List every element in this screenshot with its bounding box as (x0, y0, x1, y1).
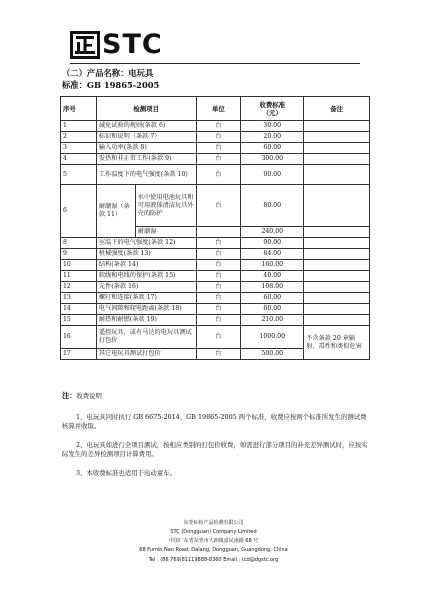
row-no: 17 (61, 349, 97, 360)
row-item: 机械强度(条款 13) (96, 249, 196, 260)
row-fee: 40.00 (241, 271, 304, 282)
logo-text: STC (102, 29, 163, 60)
stc-logo (70, 31, 163, 59)
row-unit: 台 (196, 143, 241, 154)
row-item: 耐潮湿 (135, 227, 196, 238)
row-remark (304, 315, 370, 326)
row-item: 室温下的电气强度(条款 12) (96, 238, 196, 249)
row-no: 1 (61, 121, 97, 132)
row-unit: 台 (196, 260, 241, 271)
row-remark (304, 185, 370, 227)
row-unit: 台 (196, 185, 241, 227)
footer-company-en: STC (Dongguan) Company Limited (170, 529, 257, 535)
header-unit: 单位 (196, 97, 241, 121)
table-row (61, 185, 370, 227)
row-unit: 台 (196, 304, 241, 315)
row-fee: 20.00 (241, 132, 304, 143)
header-item: 检测项目 (96, 97, 196, 121)
table-row (61, 143, 370, 154)
row-no: 12 (61, 282, 97, 293)
footer-address-en: 68 Fumin Nan Road, Dalang, Dongguan, Guangdong, China (139, 547, 288, 553)
table-row (61, 165, 370, 185)
row-fee: 84.00 (241, 249, 304, 260)
table-header-row (61, 97, 370, 121)
row-remark (304, 293, 370, 304)
row-item: 工作温度下的电气强度(条款 10) (96, 165, 196, 185)
table-row (61, 238, 370, 249)
row-no: 5 (61, 165, 97, 185)
row-item: 结构(条款 14) (96, 260, 196, 271)
row-unit: 台 (196, 132, 241, 143)
row-no: 16 (61, 326, 97, 349)
row-unit (196, 227, 241, 238)
row-unit: 台 (196, 249, 241, 260)
header-no: 序号 (61, 97, 97, 121)
table-row (61, 249, 370, 260)
row-unit: 台 (196, 315, 241, 326)
table-row (61, 271, 370, 282)
row-unit: 台 (196, 238, 241, 249)
table-row (61, 282, 370, 293)
standard-line: 标准：GB 19865-2005 (62, 80, 160, 90)
row-fee: 240.00 (241, 227, 304, 238)
row-item-group: 耐潮湿（条款 11） (96, 185, 135, 238)
row-remark (304, 143, 370, 154)
row-fee: 300.00 (241, 154, 304, 165)
header-rule (70, 63, 360, 64)
row-fee: 60.00 (241, 304, 304, 315)
row-remark: 不含条款 20 章辐射、毒性和类似危害 (304, 326, 370, 360)
row-fee: 30.00 (241, 121, 304, 132)
row-fee: 108.00 (241, 282, 304, 293)
row-fee: 160.00 (241, 260, 304, 271)
row-no: 8 (61, 238, 97, 249)
row-fee: 60.00 (241, 143, 304, 154)
row-fee: 90.00 (241, 238, 304, 249)
row-remark (304, 154, 370, 165)
row-item: 螺钉和连接(条款 17) (96, 293, 196, 304)
row-item: 水中使用电池玩具和可用液体清洁玩具外壳的防护 (135, 185, 196, 227)
row-fee: 60.00 (241, 293, 304, 304)
row-remark (304, 121, 370, 132)
row-remark (304, 304, 370, 315)
note-item-3: 3、本收费标准也适用于电动童车。 (76, 469, 176, 477)
row-no: 13 (61, 293, 97, 304)
row-no: 4 (61, 154, 97, 165)
row-no: 10 (61, 260, 97, 271)
row-remark (304, 271, 370, 282)
row-no: 2 (61, 132, 97, 143)
row-item: 标识和说明（条款 7） (96, 132, 196, 143)
product-name-line: （二）产品名称：电玩具 (62, 68, 154, 78)
table-row (61, 121, 370, 132)
notes-title: 注：收费说明 (62, 391, 102, 400)
row-remark (304, 227, 370, 238)
row-item: 发热和非正常工作(条款 9) (96, 154, 196, 165)
row-remark (304, 165, 370, 185)
row-fee: 90.00 (241, 165, 304, 185)
table-row (61, 260, 370, 271)
row-remark (304, 238, 370, 249)
row-fee: 500.00 (241, 349, 304, 360)
footer-company-cn: 东莞标检产品检测有限公司 (183, 520, 244, 526)
row-no: 11 (61, 271, 97, 282)
row-fee: 80.00 (241, 185, 304, 227)
row-item: 遥控玩具，或有马达的电玩具测试打包价 (96, 326, 196, 349)
row-no: 15 (61, 315, 97, 326)
header-remark: 备注 (304, 97, 370, 121)
row-fee: 210.00 (241, 315, 304, 326)
footer-address-cn: 中国广东省东莞市大朗镇富民南路 68 号 (168, 538, 259, 544)
row-item: 耐热和耐燃(条款 19) (96, 315, 196, 326)
row-unit: 台 (196, 121, 241, 132)
row-unit: 台 (196, 154, 241, 165)
row-item: 元件(条款 16) (96, 282, 196, 293)
row-remark (304, 282, 370, 293)
row-item: 其它电玩具测试打包价 (96, 349, 196, 360)
row-unit: 台 (196, 165, 241, 185)
row-no: 6 (61, 185, 97, 238)
row-fee: 1000.00 (241, 326, 304, 349)
table-row (61, 326, 370, 349)
table-row (61, 154, 370, 165)
footer-contact: Tel : (86 769)81119888-8360 Email : tcd@dgstc.org (148, 557, 279, 563)
row-unit: 台 (196, 282, 241, 293)
row-unit: 台 (196, 326, 241, 349)
row-no: 3 (61, 143, 97, 154)
notes-intro: 收费说明 (76, 392, 102, 400)
row-unit: 台 (196, 293, 241, 304)
table-row (61, 132, 370, 143)
row-unit: 台 (196, 271, 241, 282)
table-row (61, 293, 370, 304)
stc-logo-mark-icon (70, 31, 100, 59)
row-item: 减免试验的规则(条款 6) (96, 121, 196, 132)
header-fee: 收费标准 （元） (241, 97, 304, 121)
note-item-2: 2、电玩具如进行全项目测试，按相应类别的打包价收费，如需进行部分项目的补充差异测试时，应按实际发生的差异检测项目计算费用。 (62, 441, 368, 459)
row-remark (304, 260, 370, 271)
note-item-1: 1、电玩具同时执行 GB 6675-2014、GB 19865-2005 两个标准，收费应按两个标准所发生的测试费核算并收取。 (62, 413, 367, 431)
row-remark (304, 249, 370, 260)
table-row (61, 315, 370, 326)
row-unit: 台 (196, 349, 241, 360)
fee-table (60, 96, 370, 360)
row-item: 软线和电线的保护(条款 15) (96, 271, 196, 282)
table-row (61, 304, 370, 315)
row-no: 9 (61, 249, 97, 260)
row-item: 电气间隙和爬电距离(条款 18) (96, 304, 196, 315)
row-remark (304, 132, 370, 143)
row-item: 输入功率(条款 8) (96, 143, 196, 154)
row-no: 14 (61, 304, 97, 315)
